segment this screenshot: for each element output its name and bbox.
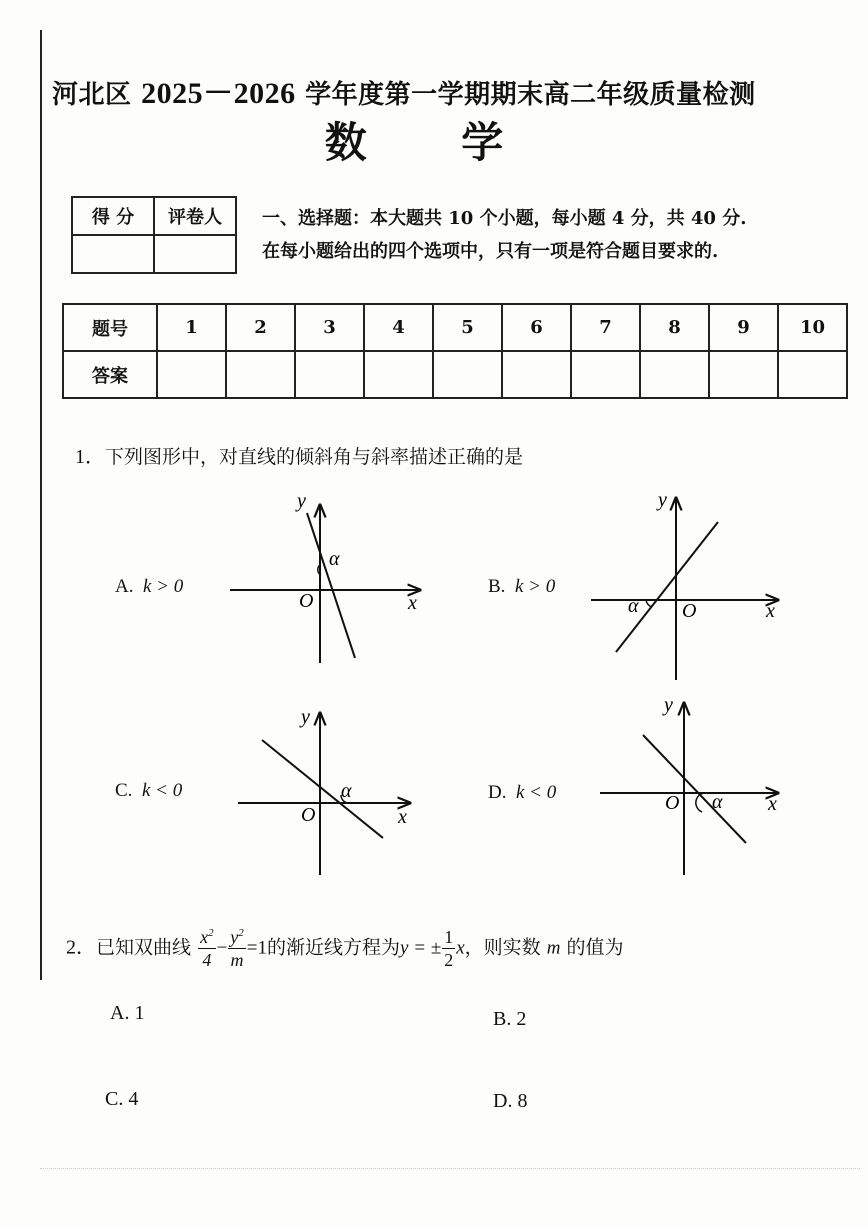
origin-label: O bbox=[682, 600, 697, 622]
grader-label: 评卷人 bbox=[154, 197, 236, 235]
grid-label-number: 题号 bbox=[63, 304, 157, 351]
question-2-var: m bbox=[546, 937, 561, 959]
option-a-graph bbox=[225, 490, 435, 665]
grid-number: 4 bbox=[364, 304, 433, 351]
answer-grid-answer-row bbox=[63, 351, 847, 398]
option-c-graph bbox=[235, 705, 425, 880]
answer-cell[interactable] bbox=[571, 351, 640, 398]
grid-number: 1 bbox=[157, 304, 226, 351]
q2-choice-d[interactable]: D. 8 bbox=[493, 1090, 528, 1112]
fraction-x2-over-4: $\frac{x^2}{4}$ bbox=[200, 927, 214, 970]
option-d-label bbox=[488, 782, 556, 804]
section-intro-line1: 一、选择题：本大题共 10 个小题，每小题 4 分，共 40 分. bbox=[262, 208, 747, 229]
y-axis-label: y bbox=[664, 694, 673, 716]
line-graph bbox=[616, 522, 718, 652]
angle-arc bbox=[646, 600, 652, 607]
score-label: 得 分 bbox=[72, 197, 154, 235]
grid-number: 9 bbox=[709, 304, 778, 351]
header-title: 学年度第一学期期末高二年级质量检测 bbox=[305, 80, 756, 110]
answer-grid-number-row bbox=[63, 304, 847, 351]
line-graph bbox=[643, 735, 746, 843]
grid-number: 8 bbox=[640, 304, 709, 351]
answer-cell[interactable] bbox=[640, 351, 709, 398]
equals-one: =1 bbox=[246, 937, 267, 959]
origin-label: O bbox=[299, 590, 314, 612]
option-letter: D. bbox=[488, 782, 507, 803]
option-letter: B. bbox=[488, 576, 506, 597]
question-1-number: 1． bbox=[75, 446, 105, 468]
angle-label: α bbox=[329, 548, 340, 570]
grid-number: 2 bbox=[226, 304, 295, 351]
angle-label: α bbox=[341, 780, 352, 802]
question-2-number: 2． bbox=[66, 936, 96, 959]
option-condition: k < 0 bbox=[515, 782, 557, 803]
option-a-label bbox=[115, 576, 183, 598]
answer-cell[interactable] bbox=[709, 351, 778, 398]
section-intro bbox=[262, 202, 862, 268]
asymptote-var: x bbox=[456, 937, 465, 959]
y-axis-label: y bbox=[301, 706, 310, 728]
fraction-y2-over-m: $\frac{y^2}{m}$ bbox=[230, 927, 244, 970]
exam-header bbox=[52, 68, 852, 112]
grid-label-answer: 答案 bbox=[63, 351, 157, 398]
score-box bbox=[71, 196, 237, 274]
grader-cell[interactable] bbox=[154, 235, 236, 273]
grid-number: 5 bbox=[433, 304, 502, 351]
binding-line bbox=[40, 30, 42, 980]
option-c-label bbox=[115, 780, 182, 802]
subject-title: 数 学 bbox=[324, 118, 544, 167]
origin-label: O bbox=[301, 804, 316, 826]
option-d-graph bbox=[598, 695, 788, 880]
asymptote-lhs: y = ± bbox=[400, 937, 442, 959]
fraction-one-half: $\frac{1}{2}$ bbox=[444, 927, 454, 970]
answer-cell[interactable] bbox=[226, 351, 295, 398]
x-axis-label: x bbox=[408, 592, 417, 614]
option-b-graph bbox=[588, 490, 788, 680]
q2-choice-b[interactable]: B. 2 bbox=[493, 1008, 527, 1030]
option-condition: k > 0 bbox=[142, 576, 184, 597]
question-2-stem: 2．已知双曲线 $\frac{x^2}{4}$ − $\frac{y^2}{m}$ =1的渐近线方程为y = ± $\frac{1}{2}$ x，则实数 m 的值为 bbox=[66, 927, 624, 970]
answer-cell[interactable] bbox=[157, 351, 226, 398]
question-1-text: 下列图形中，对直线的倾斜角与斜率描述正确的是 bbox=[105, 446, 524, 468]
angle-label: α bbox=[628, 595, 639, 617]
section-intro-line2: 在每小题给出的四个选项中，只有一项是符合题目要求的. bbox=[262, 241, 719, 262]
y-axis-label: y bbox=[297, 490, 306, 512]
grid-number: 6 bbox=[502, 304, 571, 351]
grid-number: 7 bbox=[571, 304, 640, 351]
answer-cell[interactable] bbox=[778, 351, 847, 398]
answer-cell[interactable] bbox=[433, 351, 502, 398]
answer-grid bbox=[62, 303, 848, 399]
question-2-end: 的值为 bbox=[566, 936, 624, 959]
q2-choice-a[interactable]: A. 1 bbox=[110, 1002, 145, 1024]
footer-divider bbox=[40, 1168, 860, 1169]
origin-label: O bbox=[665, 792, 680, 814]
answer-cell[interactable] bbox=[502, 351, 571, 398]
x-axis-label: x bbox=[398, 806, 407, 828]
option-b-label bbox=[488, 576, 555, 598]
angle-label: α bbox=[712, 791, 723, 813]
grid-number: 3 bbox=[295, 304, 364, 351]
score-cell[interactable] bbox=[72, 235, 154, 273]
question-1-stem bbox=[75, 440, 523, 469]
header-district: 河北区 bbox=[52, 80, 132, 110]
x-axis-label: x bbox=[768, 793, 777, 815]
q2-choice-c[interactable]: C. 4 bbox=[105, 1088, 139, 1110]
option-letter: C. bbox=[115, 780, 133, 801]
y-axis-label: y bbox=[658, 489, 667, 511]
line-graph bbox=[307, 513, 355, 658]
option-condition: k > 0 bbox=[514, 576, 556, 597]
question-2-post: ，则实数 bbox=[464, 936, 541, 959]
grid-number: 10 bbox=[778, 304, 847, 351]
line-graph bbox=[262, 740, 383, 838]
question-2-pre: 已知双曲线 bbox=[96, 936, 192, 959]
answer-cell[interactable] bbox=[364, 351, 433, 398]
option-letter: A. bbox=[115, 576, 134, 597]
x-axis-label: x bbox=[766, 600, 775, 622]
answer-cell[interactable] bbox=[295, 351, 364, 398]
question-2-mid: 的渐近线方程为 bbox=[267, 936, 401, 959]
option-condition: k < 0 bbox=[141, 780, 183, 801]
header-years: 2025－2026 bbox=[141, 77, 296, 110]
